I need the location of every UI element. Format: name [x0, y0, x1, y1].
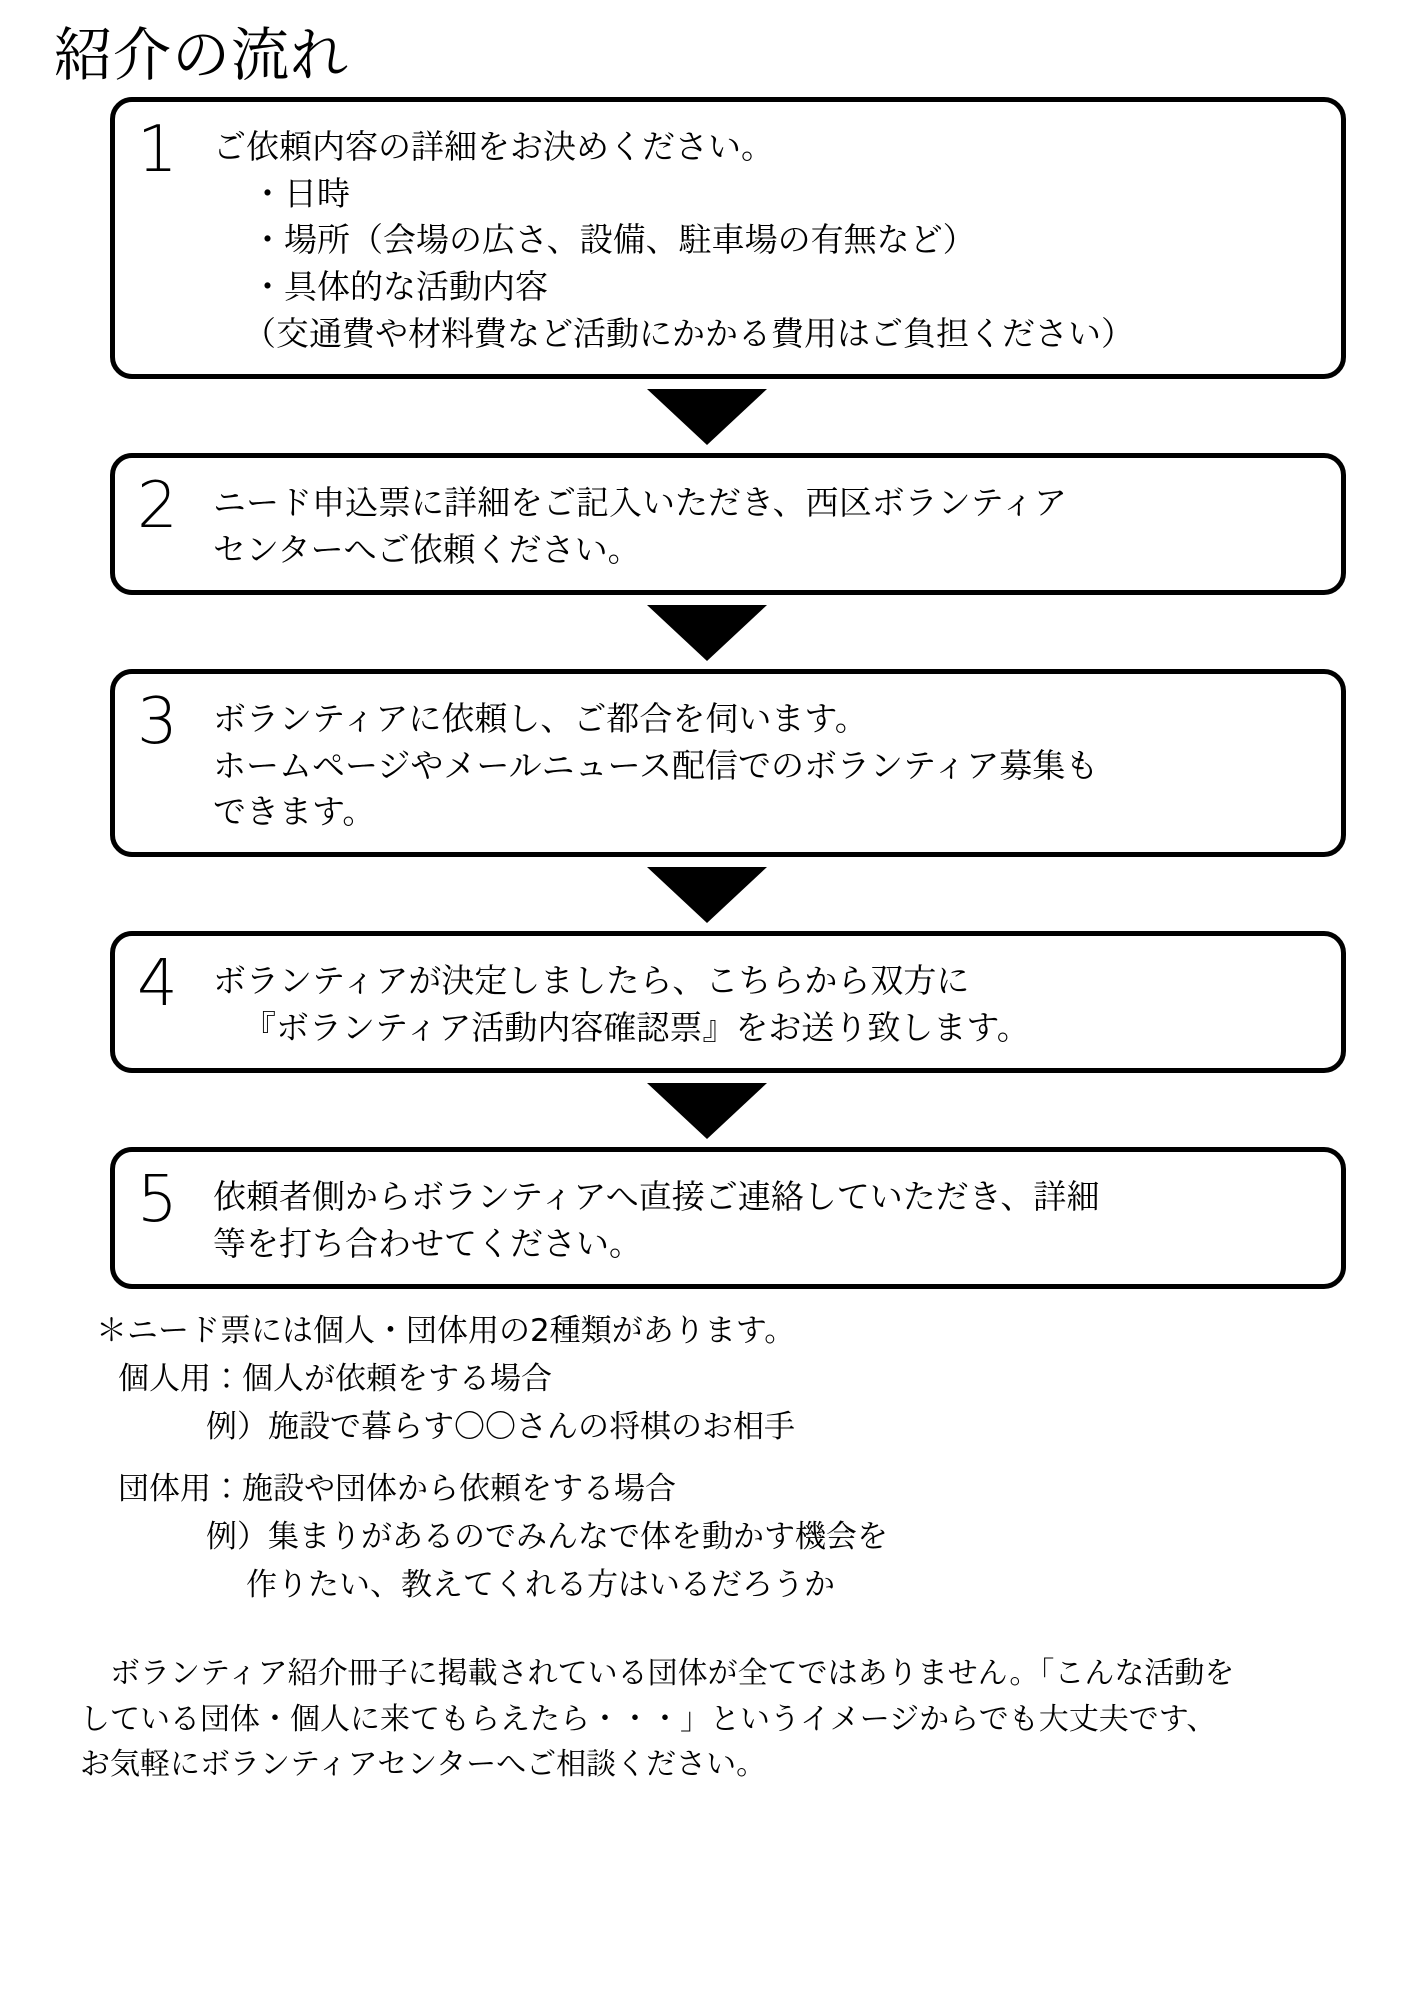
step-number-4: 4: [137, 947, 178, 1022]
step-number-1: 1: [137, 112, 178, 187]
step-line: ・日時: [251, 173, 350, 213]
step-number-2: 2: [137, 468, 178, 543]
step-line: 『ボランティア活動内容確認票』をお送り致します。: [243, 1008, 1030, 1048]
flow-step-2: [110, 453, 1346, 595]
flow-arrow-down-icon: [647, 867, 767, 923]
note-spacer: [96, 1451, 1374, 1465]
step-line: ・具体的な活動内容: [251, 267, 548, 307]
flow-arrow-down-icon: [647, 605, 767, 661]
step-line: ボランティアに依頼し、ご都合を伺います。: [213, 698, 868, 738]
note-line: 例）施設で暮らす〇〇さんの将棋のお相手: [206, 1408, 795, 1445]
footer-note: [80, 1651, 1338, 1788]
step-line: できます。: [213, 792, 376, 832]
notes-section: [96, 1307, 1374, 1609]
note-line: 作りたい、教えてくれる方はいるだろうか: [246, 1566, 835, 1603]
step-line: ホームページやメールニュース配信でのボランティア募集も: [213, 745, 1099, 785]
page-title: 紹介の流れ: [54, 21, 350, 89]
step-text-1: [213, 116, 1323, 358]
flow-step-1: [110, 97, 1346, 379]
step-line: ニード申込票に詳細をご記入いただき、西区ボランティア: [213, 482, 1068, 522]
step-line: ・場所（会場の広さ、設備、駐車場の有無など）: [251, 220, 976, 260]
step-text-3: [213, 688, 1323, 837]
flow-step-5: [110, 1147, 1346, 1289]
flow-arrow-down-icon: [647, 1083, 767, 1139]
step-line: ご依頼内容の詳細をお決めください。: [213, 126, 774, 166]
step-line: ボランティアが決定しましたら、こちらから双方に: [213, 961, 970, 1001]
step-number-5: 5: [137, 1163, 178, 1237]
note-line: 団体用：施設や団体から依頼をする場合: [118, 1470, 676, 1507]
step-text-4: [213, 950, 1323, 1052]
flow-diagram: [40, 97, 1374, 1289]
note-line: ＊ニード票には個人・団体用の2種類があります。: [96, 1312, 796, 1349]
flow-arrow-down-icon: [647, 389, 767, 445]
flow-step-4: [110, 931, 1346, 1073]
note-line: 個人用：個人が依頼をする場合: [118, 1360, 552, 1397]
step-line: 等を打ち合わせてください。: [213, 1223, 642, 1263]
step-line: 依頼者側からボランティアへ直接ご連絡していただき、詳細: [213, 1177, 1100, 1216]
flow-step-3: [110, 669, 1346, 858]
step-line: （交通費や材料費など活動にかかる費用はご負担ください）: [243, 314, 1134, 354]
footer-line: お気軽にボランティアセンターへご相談ください。: [80, 1747, 767, 1783]
step-number-3: 3: [137, 684, 178, 759]
step-text-2: [213, 472, 1323, 574]
note-line: 例）集まりがあるのでみんなで体を動かす機会を: [206, 1518, 888, 1555]
step-text-5: [213, 1166, 1323, 1268]
footer-line: している団体・個人に来てもらえたら・・・」というイメージからでも大丈夫です、: [80, 1701, 1217, 1737]
footer-line: ボランティア紹介冊子に掲載されている団体が全てではありません。「こんな活動を: [110, 1656, 1235, 1691]
step-line: センターへご依頼ください。: [213, 529, 641, 569]
